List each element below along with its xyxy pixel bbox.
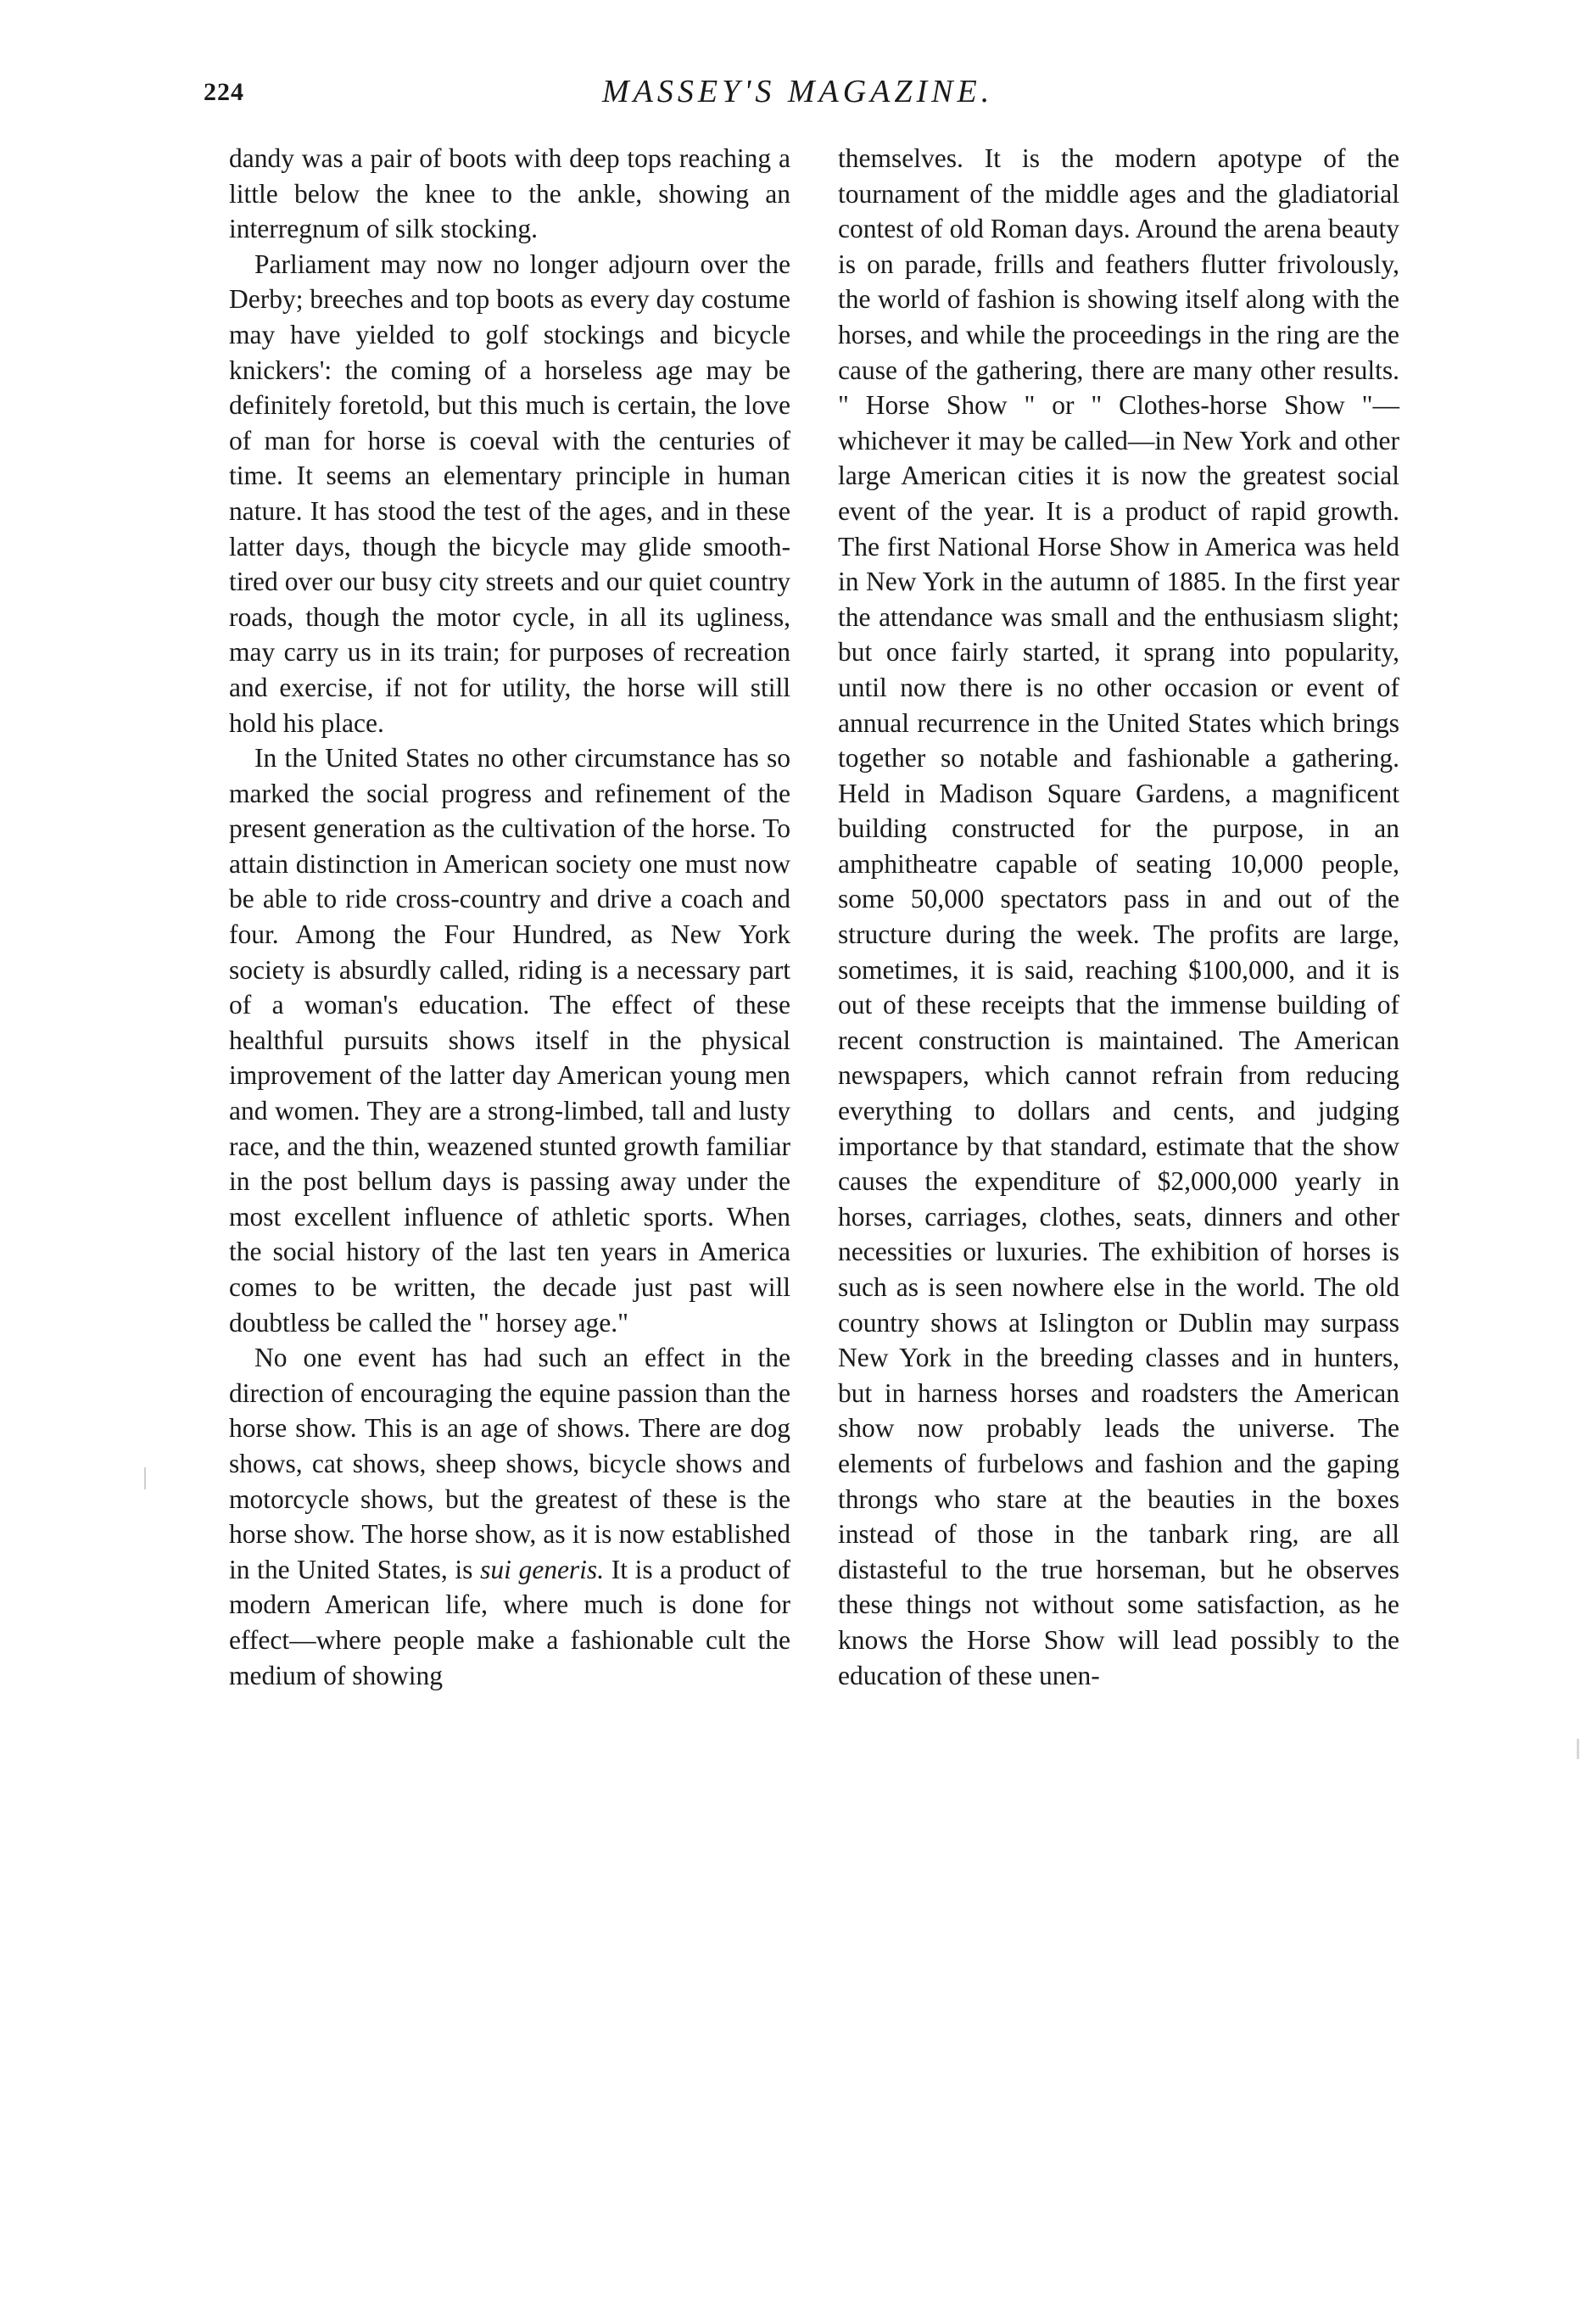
paragraph-united-states: In the United States no other circumstance has so marked the social progress and refinement of the present generation as the cultivation of the horse. To attain distinction in American society one must now be able to ride cross-country and drive a coach and four. Among the Four Hundred, as New York society is absurdly called, riding is a necessary part of a woman's education. The effect of these healthful pursuits shows itself in the physical improvement of the latter day American young men and women. They are a strong-limbed, tall and lusty race, and the thin, weazened stunted growth familiar in the post bellum days is passing away under the most excellent influence of athletic sports. When the social history of the last ten years in America comes to be written, the decade just past will doubtless be called the " horsey age." [229,743,790,1338]
paper-edge-mark [1577,1739,1579,1759]
running-title: MASSEY'S MAGAZINE. [602,74,994,109]
paragraph-parliament: Parliament may now no longer adjourn over the Derby; breeches and top boots as every day costume may have yielded to golf stockings and bicycle knickers': the coming of a horseless age may be definitely foretold, but this much is certain, the love of man for horse is coeval with the centuries of time. It seems an elementary principle in human nature. It has stood the test of the ages, and in these latter days, though the bicycle may glide smooth-tired over our busy city streets and our quiet country roads, though the motor cycle, in all its ugliness, may carry us in its train; for purposes of recreation and exercise, if not for utility, the horse will still hold his place. [229,249,790,738]
page-header [204,73,1408,124]
page-number: 224 [204,78,244,106]
italic-phrase: sui generis. [480,1554,605,1584]
right-column [838,141,1399,1693]
paragraph-horse-show [229,1340,790,1693]
paragraph-themselves: themselves. It is the modern apotype of the tournament of the middle ages and the gladiatorial contest of old Roman days. Around the arena beauty is on parade, frills and feathers flutter frivolously, the world of fashion is showing itself along with the horses, and while the proceedings in the ring are the cause of the gathering, there are many other results. " Horse Show " or " Clothes-horse Show "—whichever it may be called—in New York and other large American cities it is now the greatest social event of the year. It is a product of rapid growth. The first National Horse Show in America was held in New York in the autumn of 1885. In the first year the attendance was small and the enthusiasm slight; but once fairly started, it sprang into popularity, until now there is no other occasion or event of annual recurrence in the United States which brings together so notable and fashionable a gathering. Held in Madison Square Gardens, a magnificent building constructed for the purpose, in an amphitheatre capable of seating 10,000 people, some 50,000 spectators pass in and out of the structure during the week. The profits are large, sometimes, it is said, reaching $100,000, and it is out of these receipts that the immense building of recent construction is maintained. The American newspapers, which cannot refrain from reducing everything to dollars and cents, and judging importance by that standard, estimate that the show causes the expenditure of $2,000,000 yearly in horses, carriages, clothes, seats, dinners and other necessities or luxuries. The exhibition of horses is such as is seen nowhere else in the world. The old country shows at Islington or Dublin may surpass New York in the breeding classes and in hunters, but in harness horses and roadsters the American show now probably leads the universe. The elements of furbelows and fashion and the gaping throngs who stare at the beauties in the boxes instead of those in the tanbark ring, are all distasteful to the true horseman, but he observes these things not without some satisfaction, as he knows the Horse Show will lead possibly to the education of these unen- [838,143,1399,1690]
paper-speck [144,1467,146,1489]
paragraph-text: No one event has had such an effect in the direction of encouraging the equine passion than the horse show. This is an age of shows. There are dog shows, cat shows, sheep shows, bicycle shows and motorcycle shows, but the greatest of these is the horse show. The horse show, as it is now established in the United States, is [229,1343,790,1584]
paragraph-continued: dandy was a pair of boots with deep tops reaching a little below the knee to the ankle, showing an interregnum of silk stocking. [229,143,790,244]
paragraph-text: It is a product of modern American life, where much is done for effect—where people make a fashionable cult the medium of showing [229,1554,790,1690]
left-column [229,141,790,1693]
